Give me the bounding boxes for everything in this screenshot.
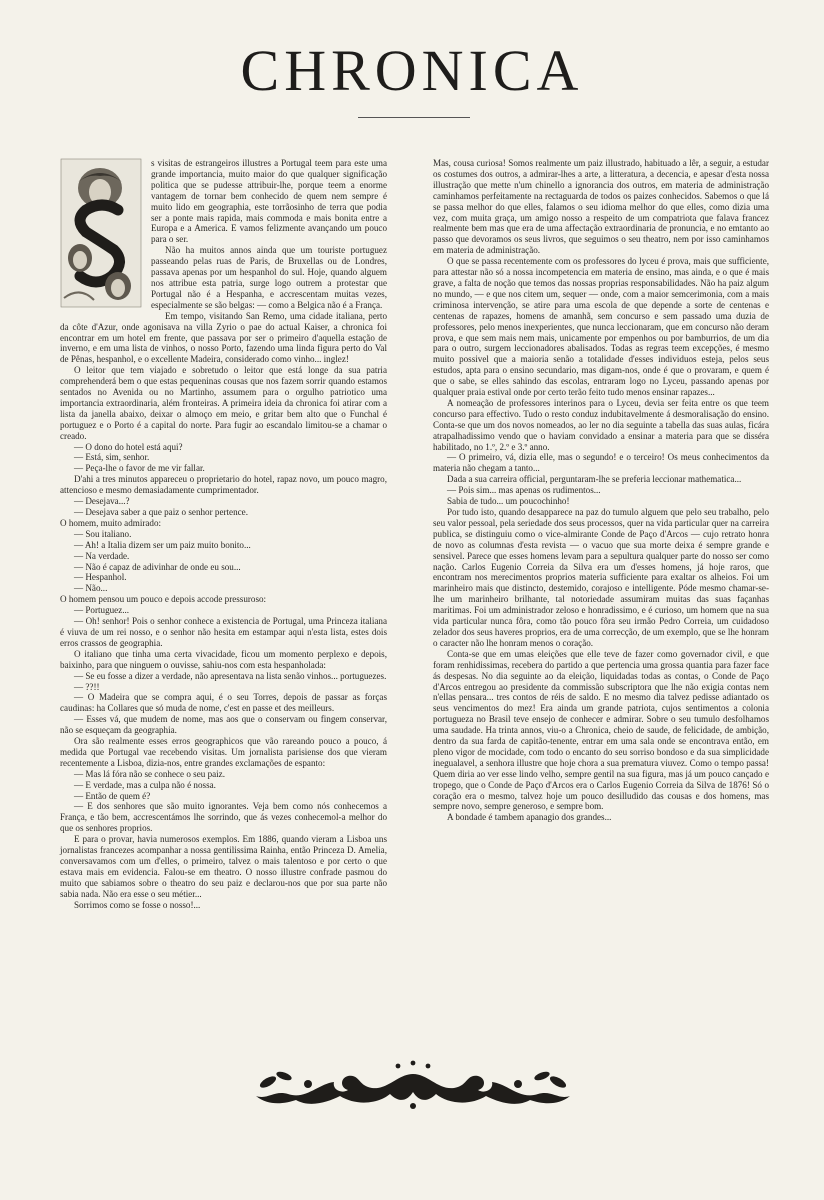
paragraph: — E dos senhores que são muito ignorantes. Veja bem como nós conhecemos a França, e tão bem, accrescentámos lhe sorrindo, que ás vezes conhecemol-a melhor do que os senhores proprios. [60,801,387,834]
paragraph: — O Madeira que se compra aqui, é o seu Torres, depois de passar as forças caudinas: ha Collares que só muda de nome, c'est en passe et des meilleurs. [60,692,387,714]
paragraph: — Na verdade. [74,550,130,561]
paragraph: — Pois sim... mas apenas os rudimentos... [447,485,601,496]
paragraph: Ora são realmente esses erros geographicos que vão rareando pouco a pouco, á medida que Portugal vae recebendo visitas. Um jornalista parisiense dos que vieram recentemente a Lisboa, dizia-nos, entre grandes exclamações de espanto: [60,736,387,768]
paragraph: — Peça-lhe o favor de me vir fallar. [74,463,205,474]
floral-scroll-ornament-icon [248,1060,578,1116]
paragraph: Mas, cousa curiosa! Somos realmente um paiz illustrado, habituado a lêr, a seguir, a estudar os costumes dos outros, a admirar-lhes a arte, a litteratura, a decencia, e apesar d'esta nossa illustração que mette n'um chinello a ignorancia dos outros, em materia de administração caminhamos perfeitamente na rectaguarda de todos os paizes conhecidos. Sabemos o que lá se passa melhor do que elles, falamos o seu idioma melhor do que elles, como dizia uma vez, com muita graça, um amigo nosso a respeito de um compatriota que falava francez realmente bem mas que era de uma affectação extraordinaria de pronuncia, e no emtanto ao passo que devoramos os seus livros, que seguimos o seu theatro, nem por isso caminhamos em materia de administração. [433,158,769,256]
paragraph: — Está, sim, senhor. [74,452,150,463]
paragraph: — Sou italiano. [74,528,132,539]
paragraph: — E verdade, mas a culpa não é nossa. [74,779,216,790]
paragraph: O leitor que tem viajado e sobretudo o leitor que está longe da sua patria comprehenderá bem o que estas pequeninas cousas que nos fazem sorrir quando estamos sentados no Avenida ou no Martinho, assumem para o orgulho patriotico uma importancia extraordinaria, além fronteiras. A primeira ideia da chronica foi atirar com a lista da janella abaixo, deixar o almoço em meio, e gritar bem alto que o Funchal é portuguez e o Porto é a capital do norte. Para fugir ao escandalo limitou-se a chamar o creado. [60,365,387,441]
paragraph: — Portuguez... [74,605,130,616]
left-column [60,158,387,911]
paragraph: — Ah! a Italia dizem ser um paiz muito bonito... [74,539,251,550]
paragraph: — Oh! senhor! Pois o senhor conhece a existencia de Portugal, uma Princeza italiana é viuva de um rei nosso, e o senhor não hesita em estampar aqui n'esta lista, estes dois erros crassos de geographia. [60,616,387,648]
paragraph: O italiano que tinha uma certa vivacidade, ficou um momento perplexo e depois, baixinho, para que ninguem o ouvisse, sahiu-nos com esta hespanholada: [60,648,387,670]
paragraph: A nomeação de professores interinos para o Lyceu, devia ser feita entre os que teem concurso para effectivo. Tudo o resto conduz indubitavelmente á desmoralisação do ensino. Conta-se que um dos novos nomeados, ao ler no dia seguinte a tabella das suas aulas, ficára atrapalhadissimo vendo que o haviam convidado a ensinar a materia para que se disséra habilitado, no 1.º, 2.º e 3.º anno. [433,397,769,452]
paragraph: E para o provar, havia numerosos exemplos. Em 1886, quando vieram a Lisboa uns jornalistas francezes acompanhar a nossa gentilissima Rainha, então Princeza D. Amelia, conversavamos com um d'elles, o primeiro, talvez o mais talentoso e por certo o que estava mais em evidencia. Falou-se em theatro. O nosso illustre confrade pasmou do muito que sabiamos sobre o theatro do seu paiz e declarou-nos que por sua parte não sabia nada. Não era esse o seu métier... [60,834,387,899]
paragraph: Não ha muitos annos ainda que um touriste portuguez passeando pelas ruas de Paris, de Bruxellas ou de Londres, passava apenas por um hespanhol do sul. Hoje, quando alguem nos attribue esta patria, surge logo outrem a protestar que Portugal não é a Hespanha, e accrescentam muitas vezes, especialmente se são belgas: — como a Belgica não é a França. [151,245,387,310]
paragraph: Dada a sua carreira official, perguntaram-lhe se preferia leccionar mathematica... [447,474,742,485]
paragraph: Por tudo isto, quando desapparece na paz do tumulo alguem que pelo seu trabalho, pelo seu valor pessoal, pela seriedade dos seus processos, quer na vida particular quer na carreira publica, se distinguiu como o vice-almirante Conde de Paço d'Arcos — cujo retrato honra de novo as columnas d'esta revista — o vacuo que sua morte deixa é sempre grande e sensivel. Parece que esses homens levam para a sepultura qualquer parte do nosso ser como nação. Carlos Eugenio Correia da Silva era um d'esses homens, já hoje raros, que encontram nos merecimentos proprios materia sufficiente para exaltar os alheios. Foi um marinheiro mais que distincto, destemido, corajoso e intelligente. Póde mesmo chamar-se-lhe um marinheiro brilhante, tal notoriedade assumiram muitas das suas façanhas maritimas. Foi um administrador zeloso e honradissimo, e é curioso, um homem que na sua vida particular nunca fôra, como tão pouco fôra seu irmão Pedro Correia, um cuidadoso zelador dos seus haveres proprios, era de uma correcção, de um exemplo, que se lhe honram o caracter não lhe honram menos o coração. [433,507,769,648]
paragraph: Em tempo, visitando San Remo, uma cidade italiana, perto da côte d'Azur, onde agonisava na villa Zyrio o pae do actual Kaiser, a chronica foi encontrar em um hotel em frente, que passava por ser o primeiro d'aquella estação de inverno, e em uma lista de vinhos, o nosso Porto, fazendo uma linda figura perto do Val de Pênas, hespanhol, e o excellente Madeira, considerado como vinho... inglez! [60,310,387,365]
paragraph: — Se eu fosse a dizer a verdade, não apresentava na lista senão vinhos... portuguezes. [74,670,387,681]
paragraph: s visitas de estrangeiros illustres a Portugal teem para este uma grande importancia, muito maior do que qualquer significação politica que se pudesse attribuir-lhe, porque teem a enorme vantagem de tornar bem conhecido de quem nem sempre é muito lido em geographia, este torrãosinho de terra que podia ser a ponte mais rapida, mais commoda e mais bonita entre a Europa e a America. E vamos felizmente avançando um pouco para o ser. [151,158,387,245]
paragraph: — Desejava saber a que paiz o senhor pertence. [74,507,248,517]
paragraph: Sabia de tudo... um poucochinho! [447,496,570,507]
paragraph: — ??!! [74,681,100,692]
paragraph: — Não... [74,583,108,594]
paragraph: — Hespanhol. [74,572,127,583]
paragraph: — Desejava...? [74,496,130,507]
paragraph: A bondade é tambem apanagio dos grandes... [447,812,612,823]
paragraph: Conta-se que em umas eleições que elle teve de fazer como governador civil, e que foram renhidissimas, recebera do partido a que pertencia uma grossa quantia para fazer face ás despesas. No dia seguinte ao da eleição, liquidadas todas as contas, o Conde de Paço d'Arcos entregou ao presidente da commissão subscriptora que lhe não exigia contas nem n'ellas pensara... tres contos de réis de saldo. E no mesmo dia talvez pedisse adiantado os seus vencimentos do mez! Era ainda um grande patriota, cujos sentimentos a colonia portugueza no Brasil teve ensejo de conhecer e admirar. Sobre o seu tumulo desfolhamos uma saudade. Ha trinta annos, viu-o a Chronica, cheio de saude, de felicidade, de ambição, dentro da sua farda de capitão-tenente, entrar em uma sala onde se encontrava então, em pleno vigor de mocidade, com todo o encanto do seu sorriso bondoso e da sua simplicidade inegualavel, a senhora illustre que hoje chora a sua prematura viuvez. Como o tempo passa! Quem diria ao ver esse lindo velho, sempre gentil na sua figura, mas já um pouco cançado e tropego, que o Conde de Paço d'Arcos era o Carlos Eugenio Correia da Silva de 1876! Só o coração era o mesmo, talvez hoje um pouco desilludido das cousas e dos homens, mas sempre novo, sempre generoso, e sempre bom. [433,648,769,812]
paragraph: — O primeiro, vá, dizia elle, mas o segundo! e o terceiro! Os meus conhecimentos da materia não chegam a tanto... [433,452,769,474]
paragraph: — Não é capaz de adivinhar de onde eu sou... [74,561,241,572]
paragraph: — Mas lá fóra não se conhece o seu paiz. [74,768,225,779]
paragraph: — O dono do hotel está aqui? [74,441,183,452]
paragraph: D'ahi a tres minutos appareceu o proprietario do hotel, rapaz novo, um pouco magro, attencioso e mesmo demasiadamente cumprimentador. [60,474,387,496]
paragraph: — Então de quem é? [74,790,151,801]
page-title: CHRONICA [240,38,584,103]
paragraph: O que se passa recentemente com os professores do lyceu é prova, mais que sufficiente, para attestar não só a nossa incompetencia em materia de ensino, mas ainda, e o que é mais grave, a falta de noção que temos das nossas proprias responsabilidades. Não ha paiz algum no mundo, — e que nos citem um, sequer — onde, com a maior semcerimonia, com a mais criminosa intervenção, se atire para uma escola de que depende a sorte de centenas e centenas de rapazes, homens de amanhã, sem concurso e sem passado uma duzia de professores, pelo menos inexperientes, que nunca leccionaram, que em concurso não deram prova, e que sem mais nem mais, unicamente por empenhos ou por bamburrios, de um dia para o outro, surgem leccionadores abalisados. Todas as regras teem excepções, é mesmo muito possivel que a maioria senão a totalidade d'esses individuos esteja, pelos seus estudos, apta para o ensino secundario, mas digam-nos, onde é que o provaram, e quem é que o sabe, se elles sahindo das escolas, entraram logo no Lyceu, passando apenas por qualquer praia estival onde por certo terão feito tudo menos ensinar rapazes... [433,256,769,398]
initial-letter-s-with-portraits-icon [60,158,142,308]
paragraph: Sorrimos como se fosse o nosso!... [74,899,201,910]
right-column [433,158,769,823]
paragraph: O homem pensou um pouco e depois accode pressuroso: [60,594,267,605]
paragraph: O homem, muito admirado: [60,517,162,528]
title-underline [358,117,470,118]
paragraph: — Esses vá, que mudem de nome, mas aos que o conservam ou fingem conservar, não se esqueçam da geographia. [60,714,387,736]
